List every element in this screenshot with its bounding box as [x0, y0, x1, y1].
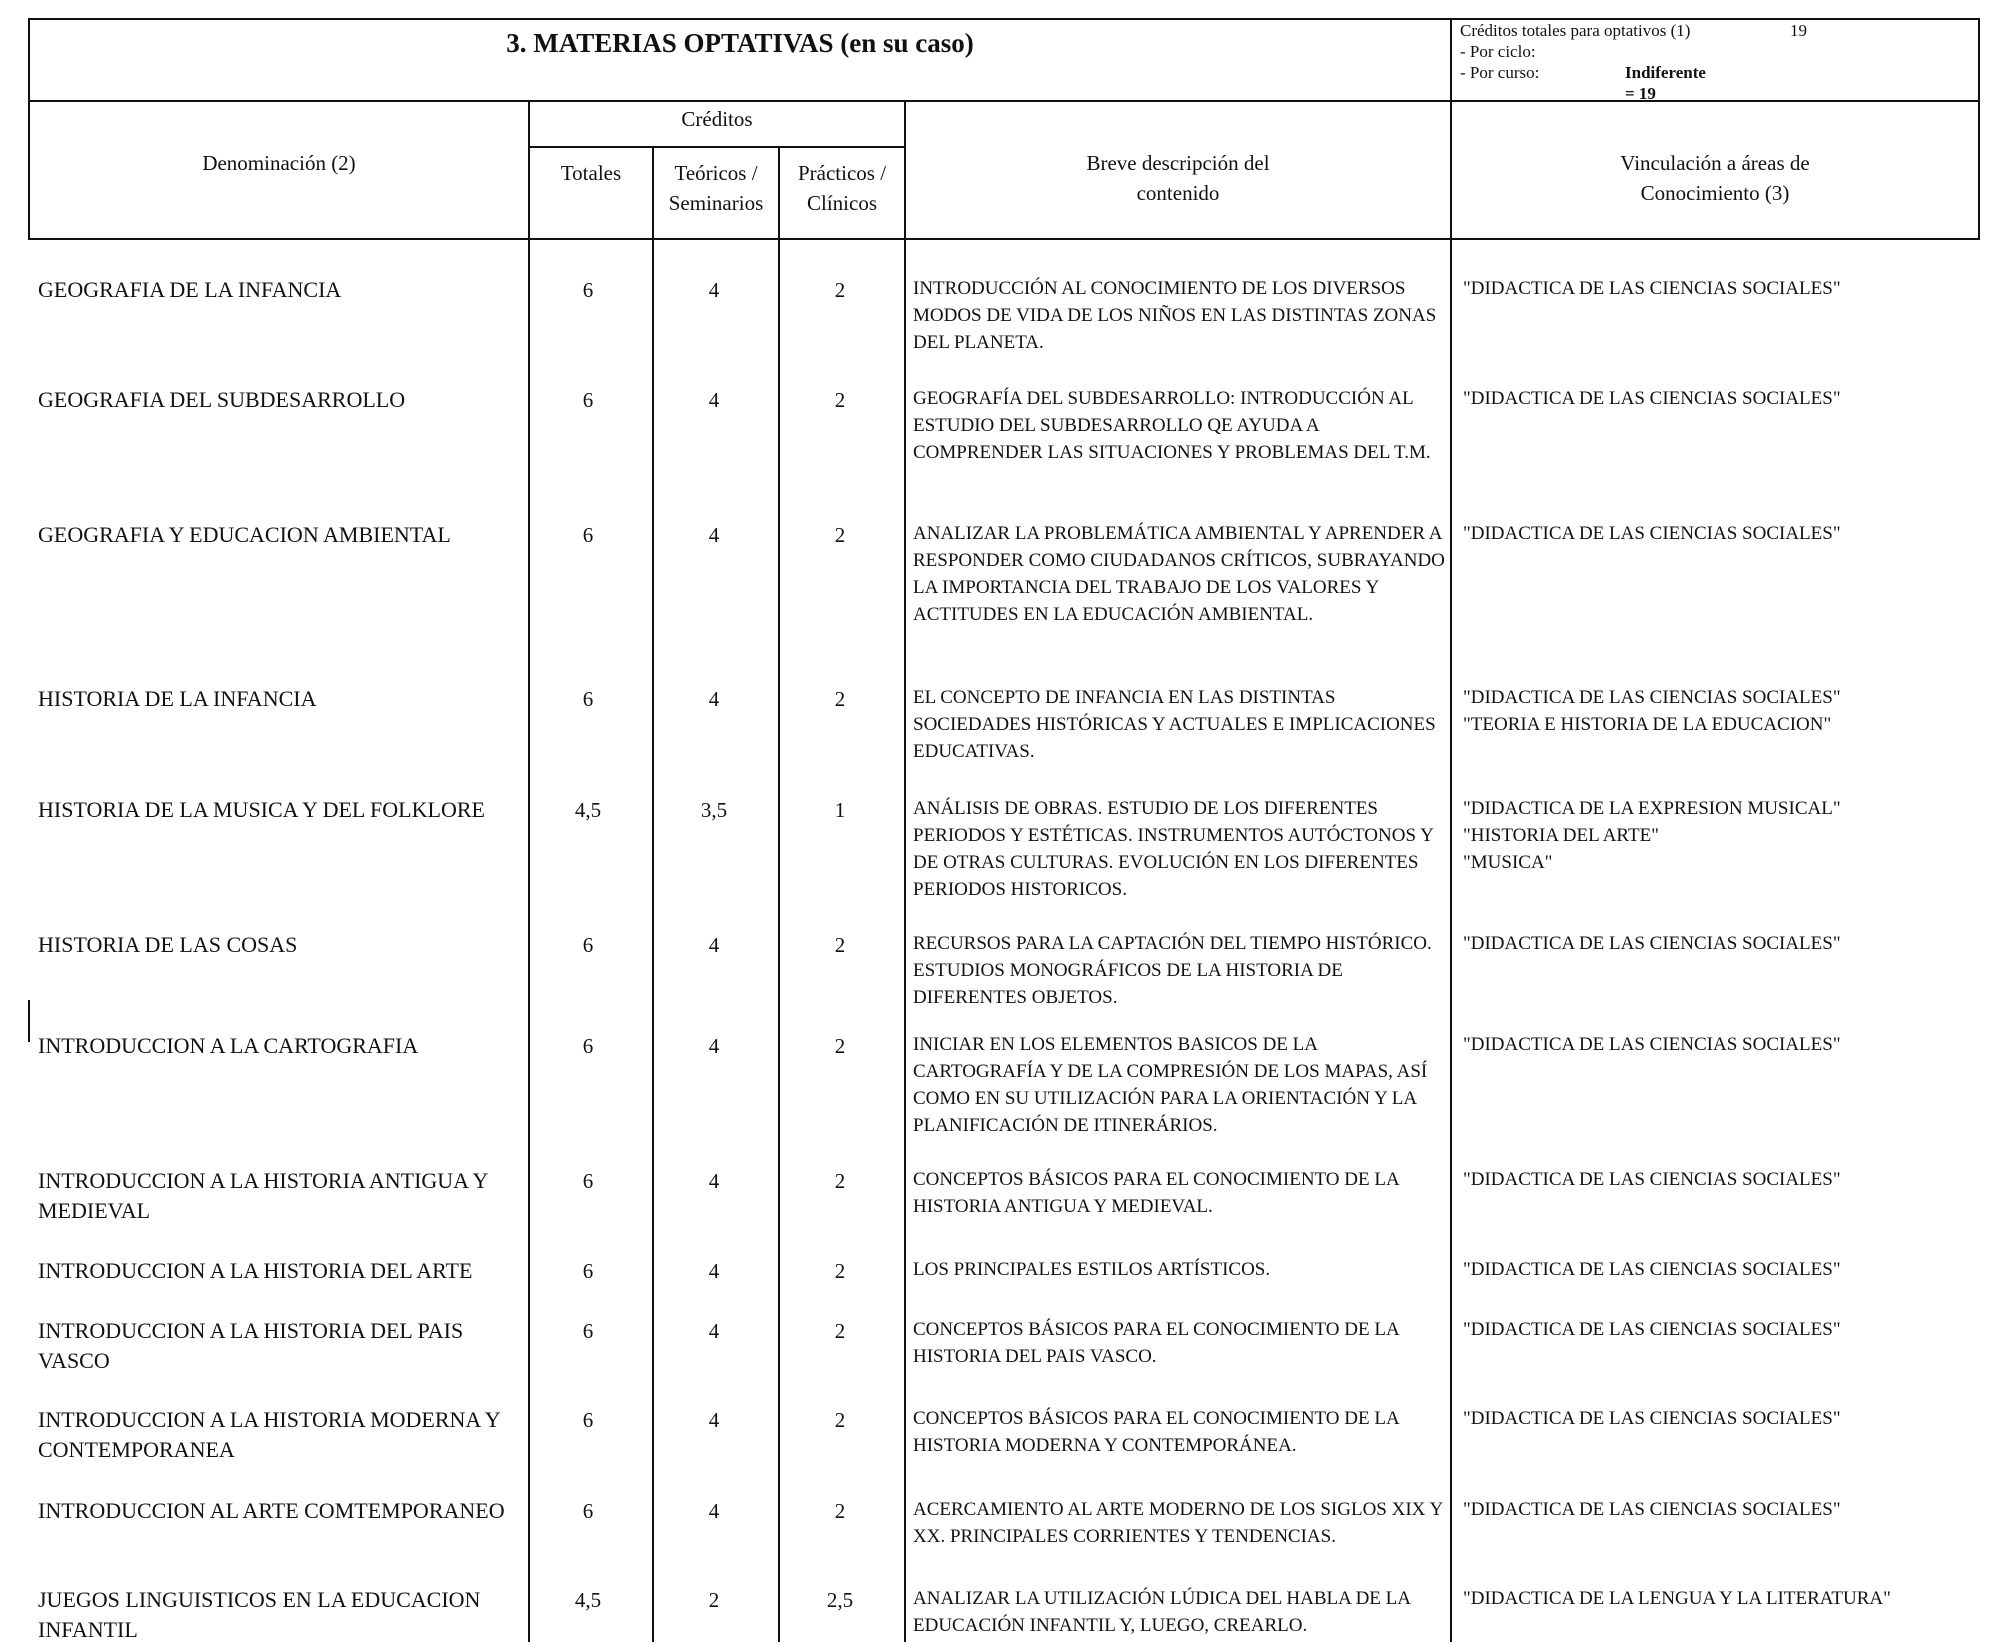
- area-item: "DIDACTICA DE LAS CIENCIAS SOCIALES": [1463, 1259, 1841, 1280]
- cell-denominacion: INTRODUCCION A LA CARTOGRAFIA: [38, 1033, 419, 1058]
- header-descripcion: [906, 148, 1450, 208]
- cell-teoricos: 4: [708, 1408, 720, 1432]
- cell-denominacion: INTRODUCCION A LA HISTORIA DEL PAIS VASCO: [38, 1318, 464, 1373]
- cell-descripcion: ANALIZAR LA PROBLEMÁTICA AMBIENTAL Y APRENDER A RESPONDER COMO CIUDADANOS CRÍTICOS, SUBRAYANDO LA IMPORTANCIA DEL TRABAJO DE LOS VALORES Y ACTITUDES EN LA EDUCACIÓN AMBIENTAL.: [913, 523, 1445, 625]
- page-title: 3. MATERIAS OPTATIVAS (en su caso): [506, 28, 974, 58]
- cell-totales: 6: [582, 523, 594, 547]
- header-denominacion: Denominación (2): [202, 151, 356, 175]
- cell-denominacion: HISTORIA DE LAS COSAS: [38, 932, 298, 957]
- cell-practicos: 2: [834, 687, 846, 711]
- cell-denominacion: INTRODUCCION A LA HISTORIA ANTIGUA Y MEDIEVAL: [38, 1168, 488, 1223]
- cell-denominacion: INTRODUCCION A LA HISTORIA DEL ARTE: [38, 1258, 473, 1283]
- cell-denominacion: GEOGRAFIA DEL SUBDESARROLLO: [38, 387, 406, 412]
- cell-totales: 6: [582, 1259, 594, 1283]
- cell-descripcion: RECURSOS PARA LA CAPTACIÓN DEL TIEMPO HISTÓRICO. ESTUDIOS MONOGRÁFICOS DE LA HISTORIA DE DIFERENTES OBJETOS.: [913, 933, 1432, 1008]
- cell-practicos: 2: [834, 523, 846, 547]
- cell-practicos: 2: [834, 1259, 846, 1283]
- header-teoricos-line2: Seminarios: [668, 191, 764, 215]
- area-item: "DIDACTICA DE LAS CIENCIAS SOCIALES": [1463, 388, 1841, 409]
- cell-denominacion: HISTORIA DE LA MUSICA Y DEL FOLKLORE: [38, 797, 485, 822]
- cell-practicos: 2: [834, 1408, 846, 1432]
- area-item: "DIDACTICA DE LAS CIENCIAS SOCIALES": [1463, 1499, 1841, 1520]
- area-item: "DIDACTICA DE LAS CIENCIAS SOCIALES": [1463, 933, 1841, 954]
- creditos-subheader-border: [530, 146, 906, 148]
- cell-teoricos: 4: [708, 933, 720, 957]
- cell-practicos: 2: [834, 1499, 846, 1523]
- header-vinculacion: [1452, 148, 1978, 208]
- cell-practicos: 2: [834, 1319, 846, 1343]
- cell-descripcion: GEOGRAFÍA DEL SUBDESARROLLO: INTRODUCCIÓN AL ESTUDIO DEL SUBDESARROLLO QE AYUDA A COMPRENDER LAS SITUACIONES Y PROBLEMAS DEL T.M.: [913, 388, 1431, 463]
- cell-practicos: 2: [834, 278, 846, 302]
- cell-vinculacion: [1463, 1585, 1983, 1612]
- header-vinculacion-line1: Vinculación a áreas de: [1620, 151, 1810, 175]
- cell-teoricos: 4: [708, 687, 720, 711]
- cell-teoricos: 4: [708, 1169, 720, 1193]
- cell-teoricos: 3,5: [700, 798, 728, 822]
- cell-teoricos: 4: [708, 388, 720, 412]
- cell-vinculacion: [1463, 1316, 1983, 1343]
- area-item: "TEORIA E HISTORIA DE LA EDUCACION": [1463, 714, 1832, 735]
- credits-curso-label: - Por curso:: [1460, 63, 1540, 82]
- cell-vinculacion: [1463, 684, 1983, 738]
- cell-vinculacion: [1463, 1166, 1983, 1193]
- cell-totales: 6: [582, 1169, 594, 1193]
- table-right-border: [1978, 18, 1980, 240]
- header-practicos-line2: Clínicos: [806, 191, 877, 215]
- cell-totales: 4,5: [574, 798, 602, 822]
- header-practicos-line1: Prácticos /: [797, 161, 887, 185]
- cell-totales: 4,5: [574, 1588, 602, 1612]
- cell-totales: 6: [582, 1499, 594, 1523]
- header-descripcion-line1: Breve descripción del: [1086, 151, 1270, 175]
- cell-vinculacion: [1463, 930, 1983, 957]
- cell-vinculacion: [1463, 1405, 1983, 1432]
- cell-teoricos: 4: [708, 1499, 720, 1523]
- title-credits-divider: [1450, 18, 1452, 102]
- header-vinculacion-line2: Conocimiento (3): [1640, 181, 1790, 205]
- cell-denominacion: INTRODUCCION A LA HISTORIA MODERNA Y CONTEMPORANEA: [38, 1407, 500, 1462]
- credits-total-value: 19: [1790, 21, 1807, 40]
- col-divider-tot: [652, 146, 654, 1642]
- cell-totales: 6: [582, 687, 594, 711]
- area-item: "DIDACTICA DE LAS CIENCIAS SOCIALES": [1463, 1169, 1841, 1190]
- credits-summary: [1460, 20, 1807, 103]
- cell-vinculacion: [1463, 275, 1983, 302]
- cell-practicos: 1: [834, 798, 846, 822]
- col-divider-teo: [778, 146, 780, 1642]
- cell-totales: 6: [582, 278, 594, 302]
- credits-curso-value: Indiferente = 19: [1625, 63, 1706, 103]
- cell-vinculacion: [1463, 795, 1983, 876]
- cell-descripcion: CONCEPTOS BÁSICOS PARA EL CONOCIMIENTO DE LA HISTORIA MODERNA Y CONTEMPORÁNEA.: [913, 1408, 1399, 1456]
- cell-vinculacion: [1463, 1031, 1983, 1058]
- cell-descripcion: ACERCAMIENTO AL ARTE MODERNO DE LOS SIGLOS XIX Y XX. PRINCIPALES CORRIENTES Y TENDENCIAS.: [913, 1499, 1443, 1547]
- area-item: "DIDACTICA DE LA LENGUA Y LA LITERATURA": [1463, 1588, 1891, 1609]
- header-teoricos-line1: Teóricos /: [674, 161, 758, 185]
- col-divider-den: [528, 100, 530, 1642]
- cell-denominacion: GEOGRAFIA DE LA INFANCIA: [38, 277, 342, 302]
- table-left-border-lower: [28, 1000, 30, 1042]
- cell-vinculacion: [1463, 1496, 1983, 1523]
- cell-denominacion: GEOGRAFIA Y EDUCACION AMBIENTAL: [38, 522, 451, 547]
- area-item: "DIDACTICA DE LAS CIENCIAS SOCIALES": [1463, 1319, 1841, 1340]
- cell-descripcion: LOS PRINCIPALES ESTILOS ARTÍSTICOS.: [913, 1259, 1271, 1280]
- cell-teoricos: 4: [708, 1319, 720, 1343]
- cell-denominacion: INTRODUCCION AL ARTE COMTEMPORANEO: [38, 1498, 505, 1523]
- cell-vinculacion: [1463, 520, 1983, 547]
- cell-vinculacion: [1463, 1256, 1983, 1283]
- cell-teoricos: 2: [708, 1588, 720, 1612]
- cell-teoricos: 4: [708, 523, 720, 547]
- cell-vinculacion: [1463, 385, 1983, 412]
- area-item: "DIDACTICA DE LAS CIENCIAS SOCIALES": [1463, 523, 1841, 544]
- area-item: "DIDACTICA DE LA EXPRESION MUSICAL": [1463, 798, 1841, 819]
- cell-descripcion: INTRODUCCIÓN AL CONOCIMIENTO DE LOS DIVERSOS MODOS DE VIDA DE LOS NIÑOS EN LAS DISTINTAS ZONAS DEL PLANETA.: [913, 278, 1437, 353]
- credits-ciclo-label: - Por ciclo:: [1460, 42, 1536, 61]
- header-totales: Totales: [560, 161, 622, 185]
- header-creditos: Créditos: [681, 107, 753, 131]
- area-item: "DIDACTICA DE LAS CIENCIAS SOCIALES": [1463, 1408, 1841, 1429]
- cell-teoricos: 4: [708, 278, 720, 302]
- area-item: "HISTORIA DEL ARTE": [1463, 825, 1659, 846]
- cell-descripcion: ANÁLISIS DE OBRAS. ESTUDIO DE LOS DIFERENTES PERIODOS Y ESTÉTICAS. INSTRUMENTOS AUTÓCTONOS Y DE OTRAS CULTURAS. EVOLUCIÓN EN LOS DIFERENTES PERIODOS HISTORICOS.: [913, 798, 1434, 900]
- cell-denominacion: JUEGOS LINGUISTICOS EN LA EDUCACION INFANTIL: [38, 1587, 481, 1642]
- cell-totales: 6: [582, 388, 594, 412]
- cell-descripcion: CONCEPTOS BÁSICOS PARA EL CONOCIMIENTO DE LA HISTORIA ANTIGUA Y MEDIEVAL.: [913, 1169, 1399, 1217]
- cell-totales: 6: [582, 1319, 594, 1343]
- cell-descripcion: CONCEPTOS BÁSICOS PARA EL CONOCIMIENTO DE LA HISTORIA DEL PAIS VASCO.: [913, 1319, 1399, 1367]
- area-item: "DIDACTICA DE LAS CIENCIAS SOCIALES": [1463, 687, 1841, 708]
- cell-totales: 6: [582, 1408, 594, 1432]
- cell-practicos: 2,5: [826, 1588, 854, 1612]
- header-bottom-border: [28, 238, 1980, 240]
- cell-totales: 6: [582, 1034, 594, 1058]
- header-descripcion-line2: contenido: [1136, 181, 1220, 205]
- cell-denominacion: HISTORIA DE LA INFANCIA: [38, 686, 317, 711]
- header-practicos: [780, 158, 904, 218]
- cell-descripcion: ANALIZAR LA UTILIZACIÓN LÚDICA DEL HABLA DE LA EDUCACIÓN INFANTIL Y, LUEGO, CREARLO.: [913, 1588, 1410, 1636]
- cell-teoricos: 4: [708, 1259, 720, 1283]
- area-item: "DIDACTICA DE LAS CIENCIAS SOCIALES": [1463, 278, 1841, 299]
- cell-practicos: 2: [834, 1169, 846, 1193]
- cell-practicos: 2: [834, 933, 846, 957]
- cell-totales: 6: [582, 933, 594, 957]
- cell-practicos: 2: [834, 388, 846, 412]
- area-item: "MUSICA": [1463, 852, 1553, 873]
- cell-teoricos: 4: [708, 1034, 720, 1058]
- cell-descripcion: EL CONCEPTO DE INFANCIA EN LAS DISTINTAS SOCIEDADES HISTÓRICAS Y ACTUALES E IMPLICACIONES EDUCATIVAS.: [913, 687, 1436, 762]
- area-item: "DIDACTICA DE LAS CIENCIAS SOCIALES": [1463, 1034, 1841, 1055]
- col-divider-pra: [904, 100, 906, 1642]
- header-teoricos: [654, 158, 778, 218]
- cell-practicos: 2: [834, 1034, 846, 1058]
- cell-descripcion: INICIAR EN LOS ELEMENTOS BASICOS DE LA CARTOGRAFÍA Y DE LA COMPRESIÓN DE LOS MAPAS, ASÍ COMO EN SU UTILIZACIÓN PARA LA ORIENTACIÓN Y LA PLANIFICACIÓN DE ITINERÁRIOS.: [913, 1034, 1428, 1136]
- credits-total-label: Créditos totales para optativos (1): [1460, 21, 1691, 40]
